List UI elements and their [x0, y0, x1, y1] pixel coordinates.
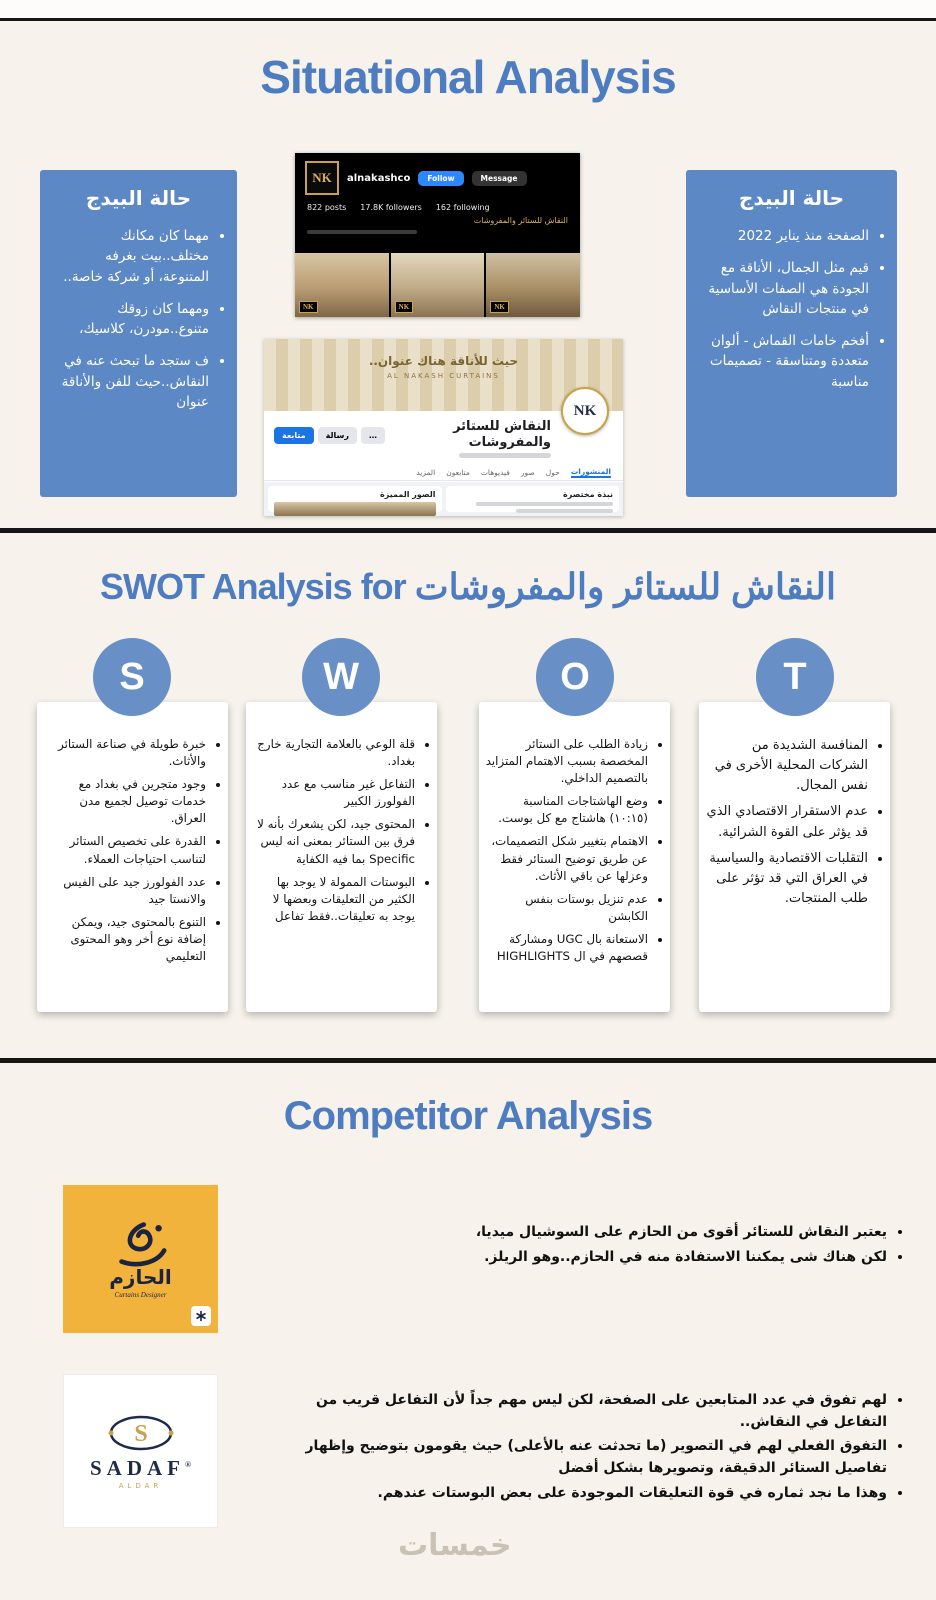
page-status-right-list	[698, 226, 885, 392]
divider-top	[0, 18, 936, 21]
list-item: • مهما كان مكانك مختلف..بيت بغرفه المتنوعة، أو شركة خاصة..	[52, 226, 209, 287]
opportunities-list	[485, 736, 662, 965]
facebook-tab: صور	[520, 468, 535, 477]
list-item: • لهم تفوق في عدد المتابعين على الصفحة، لكن ليس مهم جداً لأن التفاعل قريب من التفاعل في النقاش..	[287, 1390, 887, 1433]
svg-text:S: S	[133, 1421, 148, 1447]
page-status-box-left-title: حالة البيدج	[85, 186, 192, 210]
hazem-logo	[63, 1185, 218, 1333]
list-item: • التقلبات الاقتصادية والسياسية في العراق التي قد تؤثر على طلب المنتجات.	[705, 849, 868, 909]
list-item: • يعتبر النقاش للستائر أقوى من الحازم على السوشيال ميديا،	[475, 1222, 887, 1244]
list-item: • وجود متجرين في بغداد مع خدمات توصيل لجميع مدن العراق.	[43, 776, 206, 827]
curtain-photo-thumb	[391, 253, 485, 317]
facebook-message-button: رسالة	[318, 427, 357, 444]
nk-watermark: NK	[395, 301, 414, 313]
list-item: • عدم تنزيل بوستات بنفس الكابشن	[485, 891, 648, 925]
intro-card-title: نبذة مختصرة	[563, 490, 613, 499]
featured-card-title: الصور المميزة	[380, 490, 436, 499]
list-item: • الاهتمام بتغيير شكل التصميمات، عن طريق توضيح الستائر فقط وعزلها عن باقي الأثاث.	[485, 833, 648, 884]
facebook-tab: المنشورات	[570, 467, 611, 476]
facebook-tab: حول	[545, 468, 560, 477]
list-item: • الصفحة منذ يناير 2022	[698, 226, 869, 246]
list-item: • قلة الوعي بالعلامة التجارية خارج بغداد.	[252, 736, 415, 770]
posts-count: 822 posts	[307, 203, 347, 212]
hazem-analysis	[475, 1222, 905, 1271]
list-item: • القدرة على تخصيص الستائر لتناسب احتياجات العملاء.	[43, 833, 206, 867]
facebook-page-screenshot	[264, 339, 623, 516]
top-margin	[0, 0, 936, 18]
list-item: • عدم الاستقرار الاقتصادي الذي قد يؤثر على القوة الشرائية.	[705, 802, 868, 842]
khamsat-watermark: خمسات	[398, 1528, 512, 1563]
cover-headline: حيث للأناقة هناك عنوان..	[368, 354, 519, 368]
instagram-post-grid	[295, 253, 580, 317]
list-item: • ومهما كان زوقك متنوع..مودرن، كلاسيك،	[52, 299, 209, 340]
sadaf-analysis	[287, 1390, 905, 1507]
swot-circle-weaknesses	[302, 638, 380, 716]
linktree-icon	[191, 1306, 211, 1326]
weaknesses-list	[252, 736, 429, 925]
featured-photos-card	[268, 486, 442, 512]
curtain-photo-thumb	[295, 253, 389, 317]
swot-box-threats	[699, 702, 890, 1012]
list-item: • المنافسة الشديدة من الشركات المحلية الأخرى في نفس المجال.	[705, 736, 868, 796]
cover-subtitle: AL NAKASH CURTAINS	[387, 372, 500, 380]
instagram-profile-screenshot	[295, 153, 580, 317]
nk-watermark: NK	[299, 301, 318, 313]
followers-placeholder-line	[459, 453, 551, 458]
followers-count: 17.8K followers	[360, 203, 422, 212]
sadaf-bullets	[287, 1390, 905, 1504]
list-item: • البوستات الممولة لا يوجد بها الكثير من التعليقات وبعضها لا يوجد به تعليقات..فقط تفاعل	[252, 874, 415, 925]
list-item: • خبرة طويلة في صناعة الستائر والأثاث.	[43, 736, 206, 770]
text-placeholder-line	[476, 502, 613, 506]
strengths-list	[43, 736, 220, 965]
hazem-logo-title: الحازم	[109, 1265, 172, 1289]
hazem-bullets	[475, 1222, 905, 1268]
following-count: 162 following	[435, 203, 490, 212]
hazem-calligraphy-icon	[106, 1219, 176, 1269]
sadaf-logo	[63, 1374, 218, 1528]
facebook-tabs	[264, 465, 623, 481]
curtain-photo-thumb	[486, 253, 580, 317]
list-item: • الاستعانة بال UGC ومشاركة قصصهم في ال HIGHLIGHTS	[485, 931, 648, 965]
list-item: • أفخم خامات القماش - ألوان متعددة ومتناسقة - تصميمات مناسبة	[698, 331, 869, 392]
follow-button: Follow	[418, 171, 463, 186]
page-status-box-left	[40, 170, 237, 497]
facebook-tab: المزيد	[416, 468, 436, 477]
intro-card	[446, 486, 620, 512]
facebook-action-buttons	[274, 427, 385, 444]
swot-box-opportunities	[479, 702, 670, 1012]
nk-logo-text: NK	[312, 170, 332, 185]
instagram-bio: النقاش للستائر والمفروشات	[473, 216, 568, 225]
facebook-tab: متابعون	[446, 468, 470, 477]
list-item: • عدد الفولورز جيد على الفيس والانستا جيد	[43, 874, 206, 908]
list-item: • لكن هناك شى يمكننا الاستفادة منه في الحازم..وهو الريلز.	[475, 1247, 887, 1269]
swot-circle-opportunities	[536, 638, 614, 716]
list-item: • المحتوى جيد، لكن يشعرك بأنه لا فرق بين الستائر بمعنى انه ليس Specific بما فيه الكفاية	[252, 816, 415, 867]
divider-section-2	[0, 1058, 936, 1063]
nk-logo	[305, 161, 339, 195]
swot-letter: T	[783, 655, 807, 698]
swot-box-weaknesses	[246, 702, 437, 1012]
facebook-follow-button: متابعة	[274, 427, 314, 444]
facebook-content-area	[264, 482, 623, 516]
bio-placeholder-line	[307, 230, 417, 234]
hazem-logo-subtitle: Curtains Designer	[114, 1291, 167, 1299]
swot-circle-strengths	[93, 638, 171, 716]
competitor-analysis-title: Competitor Analysis	[283, 1094, 653, 1138]
more-options-icon: …	[361, 427, 385, 444]
swot-letter: W	[323, 655, 359, 698]
text-placeholder-line	[516, 509, 613, 513]
sadaf-logo-title	[90, 1456, 191, 1481]
swot-letter: S	[119, 655, 145, 698]
page-status-box-right-title: حالة البيدج	[738, 186, 845, 210]
list-item: • وهذا ما نجد ثماره في قوة التعليقات الموجودة على بعض البوستات عندهم.	[287, 1483, 887, 1505]
sadaf-wordmark: SADAF	[90, 1456, 186, 1480]
facebook-page-name: النقاش للستائر والمفروشات	[453, 419, 551, 451]
nk-avatar-text: NK	[573, 402, 597, 419]
list-item: • زيادة الطلب على الستائر المخصصة بسبب الاهتمام المتزايد بالتصميم الداخلي.	[485, 736, 648, 787]
sadaf-logo-subtitle: ALDAR	[118, 1482, 163, 1490]
situational-analysis-title: Situational Analysis	[260, 51, 676, 103]
page-status-box-right	[686, 170, 897, 497]
sadaf-emblem-icon	[105, 1412, 177, 1454]
facebook-tab: فيديوهات	[480, 468, 510, 477]
page-status-left-list	[52, 226, 225, 412]
swot-circle-threats	[756, 638, 834, 716]
featured-photo-placeholder	[274, 502, 436, 516]
instagram-username: alnakashco	[347, 172, 411, 184]
list-item: • وضع الهاشتاجات المناسبة (١٠:١٥) هاشتاج مع كل بوست.	[485, 793, 648, 827]
swot-box-strengths	[37, 702, 228, 1012]
nk-page-avatar	[561, 387, 609, 435]
list-item: • قيم مثل الجمال، الأناقة مع الجودة هي الصفات الأساسية في منتجات النقاش	[698, 258, 869, 319]
registered-mark: ®	[185, 1460, 191, 1469]
list-item: • التنوع بالمحتوى جيد، ويمكن إضافة نوع أخر وهو المحتوى التعليمي	[43, 914, 206, 965]
nk-watermark: NK	[490, 301, 509, 313]
list-item: • التفوق الفعلي لهم في التصوير (ما تحدثت عنه بالأعلى) حيث يقومون بتوضيح وإظهار تفاصيل الستائر الدقيقة، وتصويرها بشكل أفضل	[287, 1436, 887, 1479]
instagram-stats	[295, 197, 580, 214]
swot-letter: O	[560, 655, 590, 698]
divider-section-1	[0, 528, 936, 533]
list-item: • ف ستجد ما تبحث عنه في النقاش..حيث للفن والأناقة عنوان	[52, 351, 209, 412]
list-item: • التفاعل غير مناسب مع عدد الفولورز الكبير	[252, 776, 415, 810]
instagram-header	[295, 153, 580, 197]
threats-list	[705, 736, 882, 909]
swot-analysis-title: SWOT Analysis for النقاش للستائر والمفروشات	[99, 566, 837, 607]
message-button: Message	[472, 171, 527, 186]
